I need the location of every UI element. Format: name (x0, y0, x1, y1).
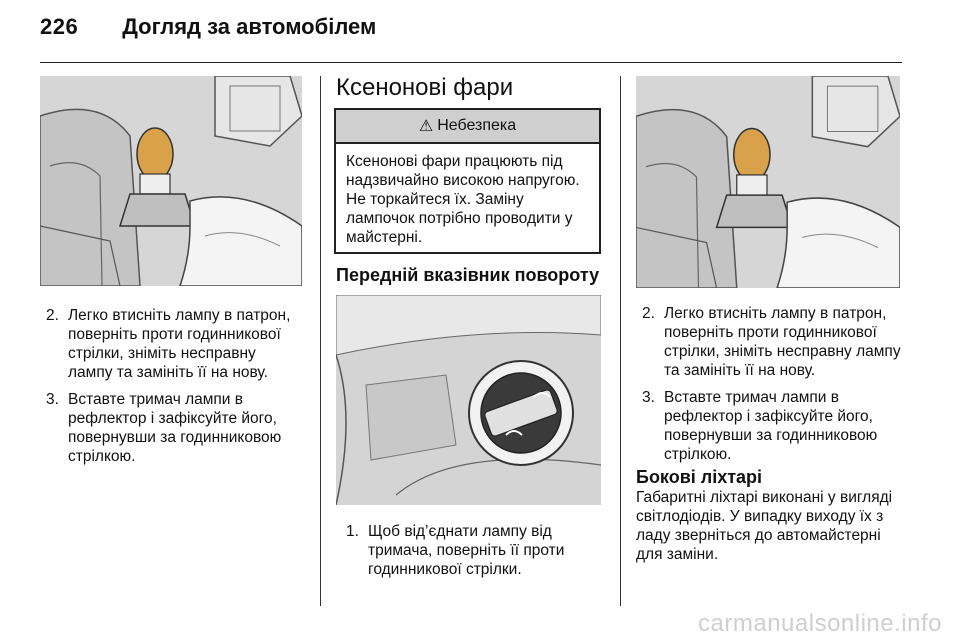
right-steps-list (642, 304, 902, 472)
warning-triangle-icon: ⚠ (418, 118, 434, 135)
bulb-removal-illustration-left (40, 76, 302, 286)
warning-title: Небезпека (437, 117, 517, 134)
watermark: carmanualsonline.info (698, 610, 942, 637)
list-item: 3. Вставте тримач лампи в рефлектор і зафіксуйте його, повернувши за годинниковою стрілкою. (642, 389, 878, 463)
header-rule (40, 62, 902, 63)
left-steps-list (46, 306, 304, 474)
list-item: 1. Щоб від’єднати лампу від тримача, поверніть її проти годинникової стрілки. (346, 523, 565, 578)
column-divider-1 (320, 76, 321, 606)
page-number: 226 (40, 14, 79, 39)
list-item: 3. Вставте тримач лампи в рефлектор і зафіксуйте його, повернувши за годинниковою стрілкою. (46, 391, 282, 465)
middle-steps-list (346, 522, 602, 587)
subsection-title-side-lights: Бокові ліхтарі (636, 467, 763, 487)
turn-signal-illustration (336, 295, 601, 505)
list-item: 2. Легко втисніть лампу в патрон, поверніть проти годинникової стрілки, зніміть несправну лампу та замініть її на нову. (642, 305, 901, 379)
bulb-removal-illustration-right (636, 76, 900, 288)
page-header (40, 14, 376, 50)
chapter-title: Догляд за автомобілем (122, 14, 377, 39)
list-item: 2. Легко втисніть лампу в патрон, поверніть проти годинникової стрілки, зніміть несправну лампу та замініть її на нову. (46, 307, 291, 381)
warning-text: Ксенонові фари працюють під надзвичайно високою напругою. Не торкайтеся їх. Заміну лампочок потрібно проводити у майстерні. (346, 153, 580, 246)
section-title-xenon: Ксенонові фари (336, 74, 514, 101)
warning-header (336, 110, 599, 144)
column-divider-2 (620, 76, 621, 606)
warning-box (334, 108, 601, 254)
subsection-title-turn-signal: Передній вказівник повороту (336, 265, 600, 285)
side-lights-paragraph: Габаритні ліхтарі виконані у вигляді світлодіодів. У випадку виходу їх з ладу зверніться до автомайстерні для заміни. (636, 489, 893, 563)
